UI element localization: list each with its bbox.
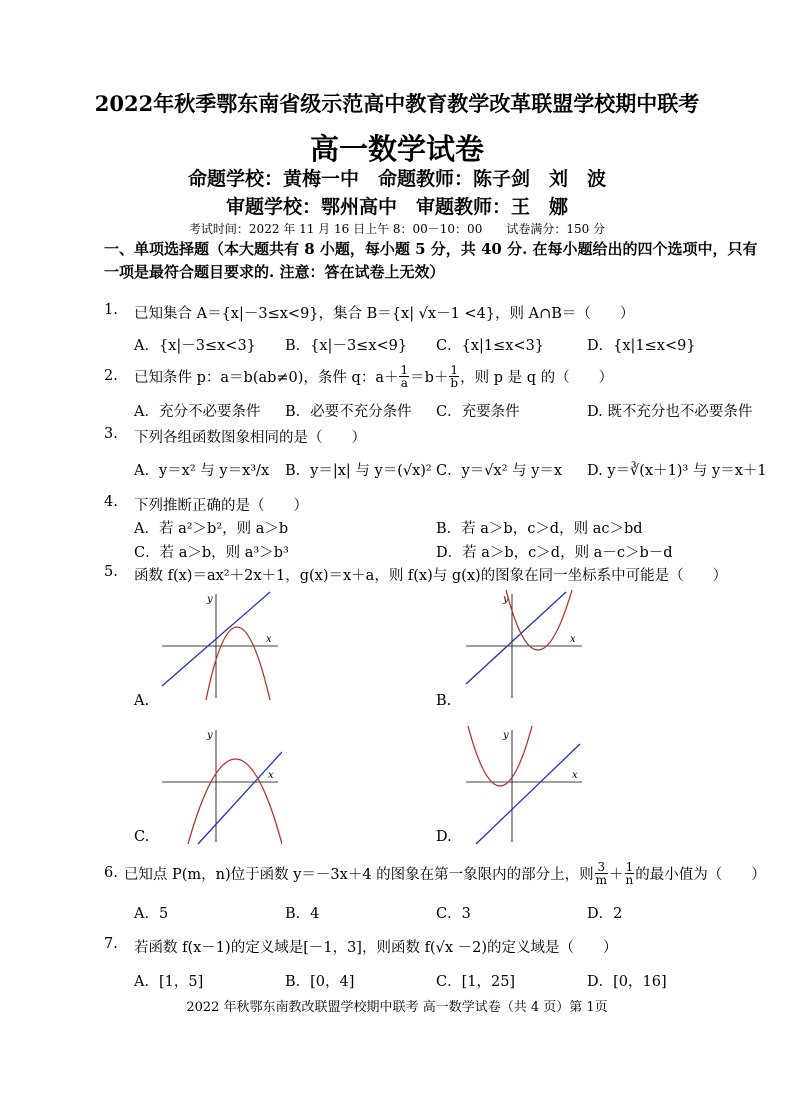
- question-1-stem: 已知集合 A＝{x|－3≤x<9}，集合 B＝{x| √x－1 <4}，则 A∩B＝（ ）: [134, 306, 635, 322]
- graph-option-c: [158, 726, 282, 846]
- fraction-1-over-a: $\frac{1}{a}$: [400, 362, 409, 390]
- question-3-option-b: B．y＝|x| 与 y＝(√x)²: [285, 463, 432, 479]
- question-2-stem: [134, 360, 613, 392]
- question-2-option-d: D. 既不充分也不必要条件: [587, 404, 753, 420]
- question-7-number: 7.: [104, 936, 118, 952]
- question-2-stem-part2: ＝b＋: [410, 369, 449, 386]
- line-g: [198, 752, 282, 844]
- fraction-1-over-b: $\frac{1}{b}$: [450, 362, 459, 390]
- question-2-option-a: A．充分不必要条件: [134, 404, 261, 420]
- x-axis-label: x: [266, 634, 272, 645]
- graph-label-b: B.: [436, 693, 452, 709]
- question-1-option-a: A．{x|－3≤x<3}: [134, 338, 256, 354]
- question-4-option-b: B．若 a＞b，c＞d，则 ac＞bd: [436, 521, 643, 537]
- graph-label-d: D.: [436, 829, 452, 845]
- question-6-option-c: C．3: [436, 906, 471, 922]
- question-6-stem-part3: 的最小值为（ ）: [635, 866, 766, 883]
- x-axis-label: x: [570, 634, 576, 645]
- question-2-number: 2.: [104, 368, 118, 384]
- exam-title: 2022年秋季鄂东南省级示范高中教育教学改革联盟学校期中联考: [94, 91, 700, 116]
- question-4-option-a: A．若 a²＞b²，则 a＞b: [134, 521, 289, 537]
- question-3-option-d: D. y＝∛(x＋1)³ 与 y＝x＋1: [587, 463, 767, 479]
- fraction-3-over-m: $\frac{3}{m}$: [595, 859, 608, 887]
- graph-option-d: [462, 726, 586, 846]
- question-3-option-a: A．y＝x² 与 y＝x³/x: [134, 463, 270, 479]
- question-2-stem-part1: 已知条件 p：a＝b(ab≠0)，条件 q：a＋: [134, 369, 399, 386]
- question-4-stem: 下列推断正确的是（ ）: [134, 498, 308, 514]
- y-axis-label: y: [503, 730, 509, 741]
- question-1-option-c: C．{x|1≤x<3}: [436, 338, 545, 354]
- question-7-option-a: A．[1，5]: [134, 974, 204, 990]
- question-2-option-b: B．必要不充分条件: [285, 404, 412, 420]
- x-axis-label: x: [268, 770, 274, 781]
- question-5-number: 5.: [104, 564, 118, 580]
- question-6-stem: [104, 856, 766, 890]
- question-6-number: 6.: [104, 865, 118, 881]
- question-2-option-c: C．充要条件: [436, 404, 520, 420]
- question-7-option-b: B．[0，4]: [285, 974, 355, 990]
- question-5-stem: 函数 f(x)＝ax²＋2x＋1，g(x)＝x＋a，则 f(x)与 g(x)的图象在同一坐标系中可能是（ ）: [134, 568, 728, 584]
- section-heading: 一、单项选择题（本大题共有 8 小题，每小题 5 分，共 40 分. 在每小题给出的四个选项中，只有一项是最符合题目要求的. 注意：答在试卷上无效）: [104, 240, 758, 281]
- page-footer: 2022 年秋鄂东南教改联盟学校期中联考 高一数学试卷（共 4 页）第 1页: [186, 1000, 608, 1015]
- question-7-stem: 若函数 f(x－1)的定义域是[－1，3]，则函数 f(√x －2)的定义域是（ ）: [134, 940, 618, 956]
- question-1-option-b: B．{x|－3≤x<9}: [285, 338, 408, 354]
- question-1-option-d: D．{x|1≤x<9}: [587, 338, 696, 354]
- exam-subtitle: 高一数学试卷: [309, 132, 484, 166]
- graph-label-a: A.: [134, 693, 150, 709]
- parabola-f: [506, 590, 572, 650]
- y-axis-label: y: [207, 730, 213, 741]
- question-6-option-b: B．4: [285, 906, 320, 922]
- line-g: [476, 744, 580, 844]
- question-3-option-c: C．y＝√x² 与 y＝x: [436, 463, 563, 479]
- question-6-option-d: D．2: [587, 906, 623, 922]
- graph-label-c: C.: [134, 829, 150, 845]
- author-line: 命题学校：黄梅一中 命题教师：陈子剑 刘 波: [187, 168, 606, 190]
- question-1-number: 1.: [104, 302, 118, 318]
- parabola-f: [468, 726, 532, 786]
- question-6-option-a: A．5: [134, 906, 169, 922]
- x-axis-label: x: [572, 770, 578, 781]
- question-7-option-d: D．[0，16]: [587, 974, 667, 990]
- fraction-1-over-n: $\frac{1}{n}$: [625, 859, 634, 887]
- question-4-option-d: D．若 a＞b，c＞d，则 a－c＞b－d: [436, 545, 673, 561]
- question-6-stem-part1: 已知点 P(m，n)位于函数 y＝－3x＋4 的图象在第一象限内的部分上，则: [123, 866, 594, 883]
- question-2-stem-part3: ，则 p 是 q 的（ ）: [460, 369, 614, 386]
- question-4-option-c: C．若 a＞b，则 a³＞b³: [134, 545, 289, 561]
- question-3-stem: 下列各组函数图象相同的是（ ）: [134, 430, 366, 446]
- graph-option-a: [158, 590, 282, 702]
- exam-info: 考试时间：2022 年 11 月 16 日上午 8：00－10：00 试卷满分：150 分: [188, 222, 606, 236]
- question-6-stem-part2: ＋: [609, 866, 624, 883]
- question-7-option-c: C．[1，25]: [436, 974, 516, 990]
- question-4-number: 4.: [104, 494, 118, 510]
- reviewer-line: 审题学校：鄂州高中 审题教师：王 娜: [225, 196, 568, 218]
- y-axis-label: y: [503, 594, 509, 605]
- line-g: [466, 592, 566, 684]
- graph-option-b: [462, 590, 586, 702]
- y-axis-label: y: [207, 594, 213, 605]
- question-3-number: 3.: [104, 426, 118, 442]
